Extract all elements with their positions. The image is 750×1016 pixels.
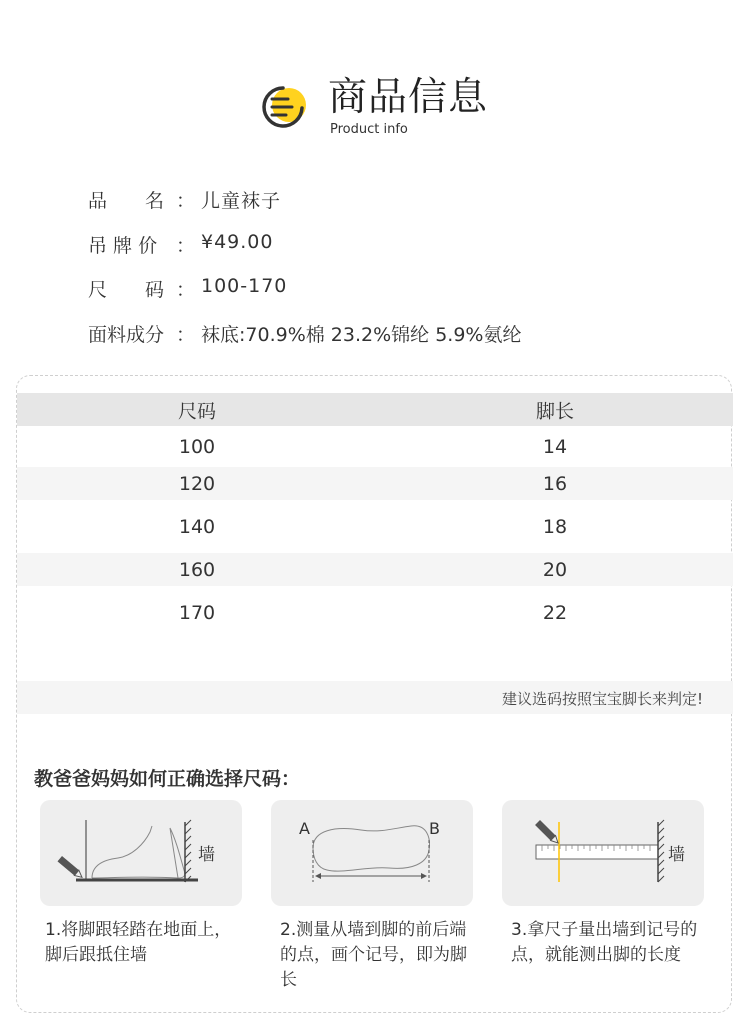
info-label: 面料成分 xyxy=(88,323,165,346)
column-header-foot-length: 脚长 xyxy=(535,400,574,422)
page-title: 商品信息 xyxy=(328,75,489,120)
size-advice-bar xyxy=(17,681,733,714)
guide-card-step3 xyxy=(502,800,704,906)
info-colon: ： xyxy=(176,323,196,346)
point-b-label: B xyxy=(429,819,440,838)
info-label: 品 名 xyxy=(88,190,165,212)
foot-against-wall-illustration xyxy=(40,800,242,906)
size-guide-panel xyxy=(16,375,732,1013)
info-row-size xyxy=(88,275,708,320)
pencil-icon xyxy=(58,856,85,880)
guide-title: 教爸爸妈妈如何正确选择尺码： xyxy=(34,768,301,790)
table-header-row xyxy=(17,393,733,426)
ruler-measure-illustration xyxy=(502,800,704,906)
info-value: 儿童袜子 xyxy=(201,190,282,212)
info-label: 吊 牌 价 xyxy=(88,234,158,257)
guide-step-2: 2.测量从墙到脚的前后端的点，画个记号，即为脚长 xyxy=(280,920,467,990)
pencil-icon xyxy=(535,820,560,845)
info-colon: ： xyxy=(176,234,196,257)
table-cell: 100 xyxy=(178,435,216,458)
table-cell: 140 xyxy=(178,515,216,538)
table-row xyxy=(17,500,733,553)
page-subtitle: Product info xyxy=(330,122,408,137)
size-advice-text: 建议选码按照宝宝脚长来判定! xyxy=(501,690,703,708)
guide-card-step2 xyxy=(271,800,473,906)
table-cell: 22 xyxy=(542,601,568,624)
table-cell: 20 xyxy=(542,558,568,581)
info-row-material xyxy=(88,320,708,365)
table-cell: 14 xyxy=(542,435,568,458)
info-colon: ： xyxy=(176,190,196,212)
point-a-label: A xyxy=(299,819,310,838)
table-cell: 16 xyxy=(542,472,568,495)
info-row-price xyxy=(88,231,708,276)
guide-card-step1 xyxy=(40,800,242,906)
wall-label: 墙 xyxy=(198,845,215,865)
document-lines-icon xyxy=(262,84,312,130)
table-cell: 160 xyxy=(178,558,216,581)
table-row xyxy=(17,467,733,500)
table-row xyxy=(17,553,733,586)
guide-step-3: 3.拿尺子量出墙到记号的点，就能测出脚的长度 xyxy=(511,920,698,965)
product-info-list xyxy=(88,186,708,364)
section-header xyxy=(262,74,502,138)
table-cell: 120 xyxy=(178,472,216,495)
table-cell: 170 xyxy=(178,601,216,624)
info-value: ¥49.00 xyxy=(201,230,274,253)
table-cell: 18 xyxy=(542,515,568,538)
guide-step-1: 1.将脚跟轻踏在地面上，脚后跟抵住墙 xyxy=(45,920,232,965)
info-label: 尺 码 xyxy=(88,279,165,301)
info-row-name xyxy=(88,186,708,231)
info-value: 袜底:70.9%棉 23.2%锦纶 5.9%氨纶 xyxy=(201,323,522,346)
column-header-size: 尺码 xyxy=(177,400,216,422)
wall-label: 墙 xyxy=(668,845,685,865)
info-colon: ： xyxy=(176,279,196,301)
info-value: 100-170 xyxy=(201,275,288,297)
table-row xyxy=(17,586,733,639)
size-table xyxy=(17,393,733,639)
table-row xyxy=(17,426,733,467)
foot-outline-illustration xyxy=(271,800,473,906)
